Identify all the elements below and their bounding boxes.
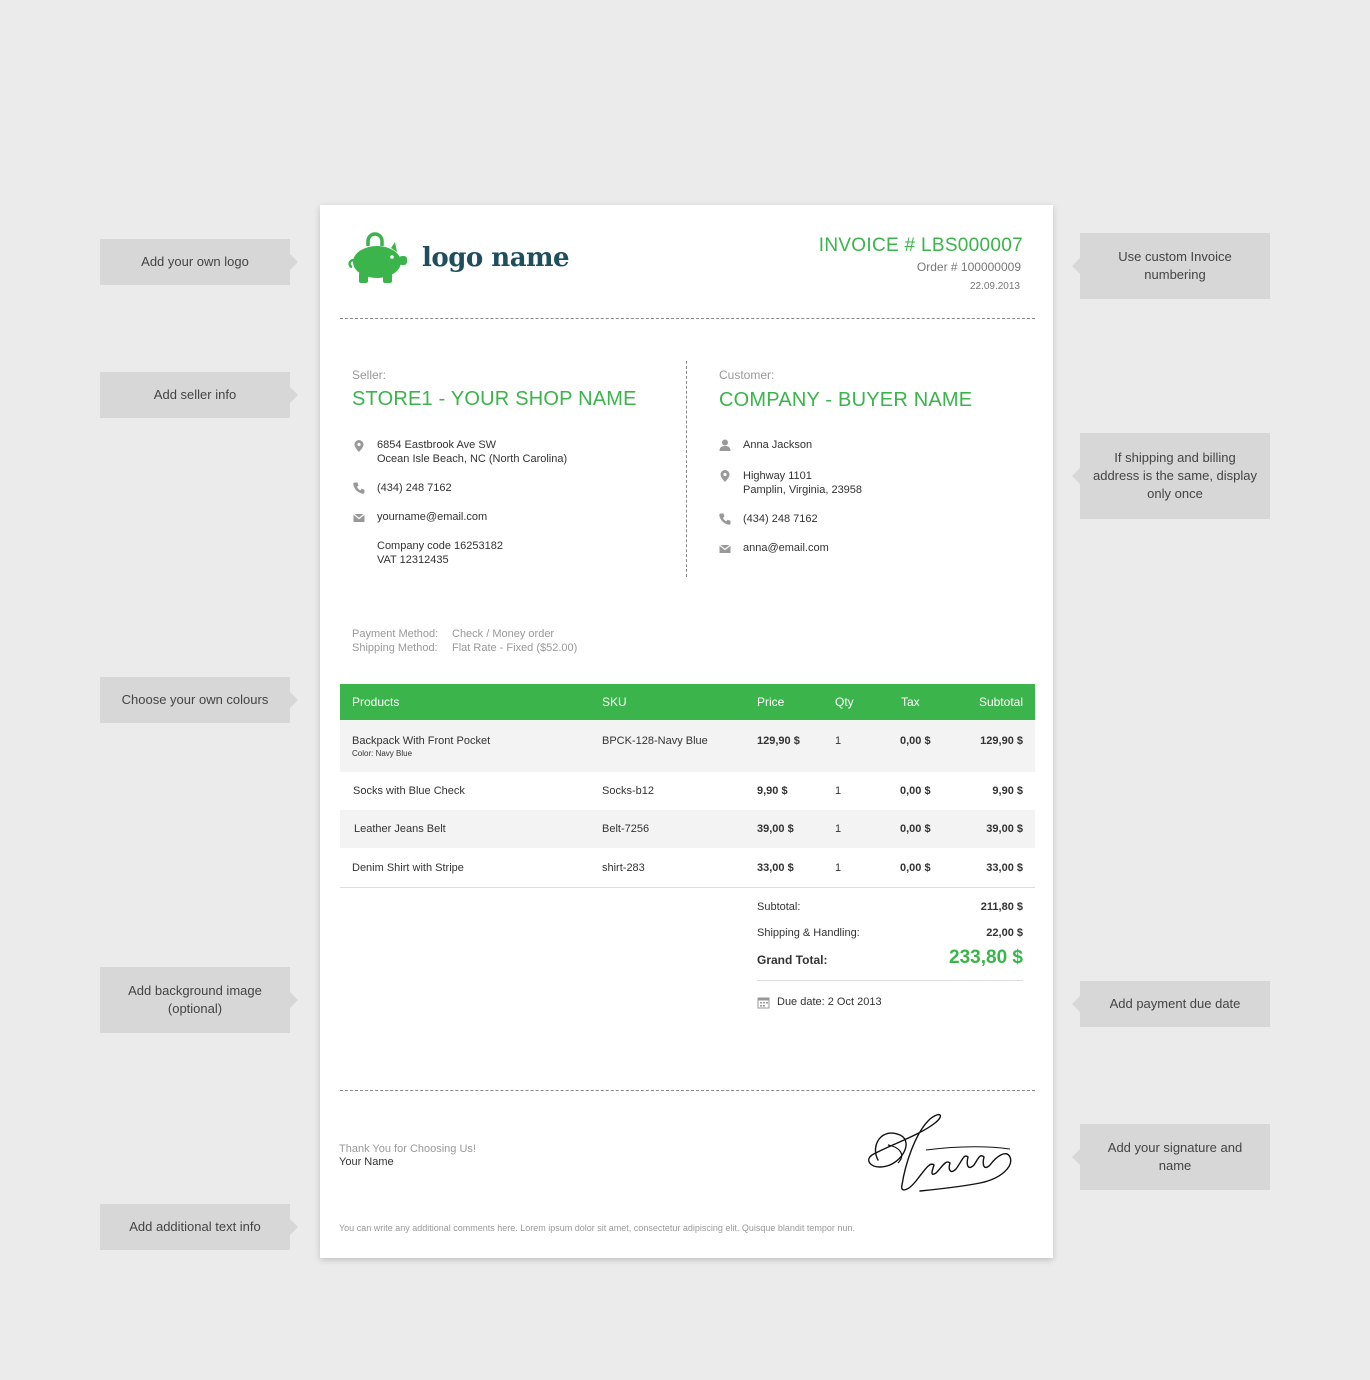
- row-sku: Socks-b12: [602, 785, 654, 797]
- row-qty: 1: [835, 862, 842, 874]
- shipping-method-label: Shipping Method:: [352, 642, 438, 654]
- table-row: [340, 810, 1035, 848]
- callout-seller: Add seller info: [100, 372, 290, 418]
- order-number: Order # 100000009: [916, 260, 1021, 274]
- header-tax: Tax: [901, 695, 920, 709]
- calendar-icon: [757, 996, 770, 1009]
- row-product-note: Color: Navy Blue: [352, 749, 413, 758]
- seller-address-line1: 6854 Eastbrook Ave SW: [377, 439, 497, 451]
- row-product: Leather Jeans Belt: [354, 823, 446, 835]
- invoice-date: 22.09.2013: [969, 281, 1020, 292]
- header-products: Products: [352, 695, 400, 709]
- subtotal-value: 211,80 $: [980, 901, 1023, 913]
- grand-total-value: 233,80 $: [949, 947, 1023, 968]
- phone-icon: [352, 481, 366, 495]
- shipping-method-value: Flat Rate - Fixed ($52.00): [452, 642, 578, 654]
- callout-text: Add additional text info: [100, 1204, 290, 1250]
- logo-name: logo name: [422, 243, 570, 273]
- callout-numbering: Use custom Invoice numbering: [1080, 233, 1270, 299]
- row-subtotal: 9,90 $: [992, 785, 1023, 797]
- row-tax: 0,00 $: [900, 823, 931, 835]
- payment-method-value: Check / Money order: [452, 628, 555, 640]
- signature: [860, 1105, 1030, 1197]
- row-sku: BPCK-128-Navy Blue: [602, 735, 708, 747]
- payment-method-label: Payment Method:: [352, 628, 439, 640]
- row-price: 39,00 $: [757, 823, 794, 835]
- invoice-number: INVOICE # LBS000007: [818, 235, 1023, 256]
- totals-divider: [757, 980, 1023, 981]
- customer-address-line1: Highway 1101: [743, 470, 812, 482]
- row-price: 129,90 $: [757, 735, 800, 747]
- callout-due: Add payment due date: [1080, 981, 1270, 1027]
- row-sku: Belt-7256: [602, 823, 650, 835]
- seller-name: STORE1 - YOUR SHOP NAME: [352, 388, 637, 410]
- signer-name: Your Name: [339, 1156, 394, 1168]
- customer-name: COMPANY - BUYER NAME: [719, 389, 973, 411]
- seller-email: yourname@email.com: [377, 511, 488, 523]
- header-price: Price: [757, 695, 785, 709]
- customer-phone: (434) 248 7162: [743, 513, 818, 525]
- row-subtotal: 33,00 $: [986, 862, 1023, 874]
- customer-email: anna@email.com: [743, 542, 829, 554]
- row-subtotal: 39,00 $: [986, 823, 1023, 835]
- thank-you-text: Thank You for Choosing Us!: [339, 1143, 476, 1155]
- location-pin-icon: [718, 469, 732, 483]
- row-qty: 1: [835, 735, 842, 747]
- additional-comments: You can write any additional comments here. Lorem ipsum dolor sit amet, consectetur adipiscing elit. Quisque blandit tempor nun.: [339, 1223, 855, 1233]
- seller-address-line2: Ocean Isle Beach, NC (North Carolina): [377, 453, 568, 465]
- seller-label: Seller:: [352, 368, 387, 382]
- row-tax: 0,00 $: [900, 862, 931, 874]
- customer-address-line2: Pamplin, Virginia, 23958: [743, 484, 863, 496]
- row-product: Socks with Blue Check: [353, 785, 465, 797]
- row-product: Denim Shirt with Stripe: [352, 862, 464, 874]
- customer-label: Customer:: [719, 368, 775, 382]
- row-product: Backpack With Front Pocket: [352, 735, 491, 747]
- row-qty: 1: [835, 785, 842, 797]
- mail-icon: [718, 542, 732, 556]
- row-subtotal: 129,90 $: [980, 735, 1023, 747]
- header-subtotal: Subtotal: [978, 695, 1023, 709]
- subtotal-label: Subtotal:: [757, 901, 801, 913]
- header-sku: SKU: [602, 695, 627, 709]
- table-row: [340, 720, 1035, 772]
- callout-background: Add background image (optional): [100, 967, 290, 1033]
- table-row: [340, 772, 1035, 810]
- shipping-handling-value: 22,00 $: [986, 927, 1023, 939]
- callout-logo: Add your own logo: [100, 239, 290, 285]
- location-pin-icon: [352, 439, 366, 453]
- callout-colours: Choose your own colours: [100, 677, 290, 723]
- table-row: [340, 848, 1035, 888]
- shipping-handling-label: Shipping & Handling:: [757, 927, 860, 939]
- row-price: 33,00 $: [757, 862, 794, 874]
- mail-icon: [352, 511, 366, 525]
- callout-signature: Add your signature and name: [1080, 1124, 1270, 1190]
- phone-icon: [718, 512, 732, 526]
- seller-phone: (434) 248 7162: [377, 482, 452, 494]
- row-tax: 0,00 $: [900, 735, 931, 747]
- table-header: [340, 684, 1035, 720]
- invoice-paper: [320, 205, 1053, 1258]
- callout-shipping: If shipping and billing address is the same, display only once: [1080, 433, 1270, 519]
- grand-total-label: Grand Total:: [757, 953, 828, 967]
- person-icon: [718, 438, 732, 452]
- party-divider: [686, 361, 687, 577]
- seller-company-code: Company code 16253182: [377, 540, 503, 552]
- due-date: Due date: 2 Oct 2013: [777, 996, 882, 1008]
- customer-person: Anna Jackson: [743, 439, 813, 451]
- seller-vat: VAT 12312435: [377, 554, 449, 566]
- row-tax: 0,00 $: [900, 785, 931, 797]
- row-sku: shirt-283: [602, 862, 645, 874]
- footer-divider: [340, 1090, 1035, 1091]
- piggy-bank-icon: [347, 232, 409, 284]
- header-qty: Qty: [835, 695, 854, 709]
- row-price: 9,90 $: [757, 785, 788, 797]
- row-qty: 1: [835, 823, 842, 835]
- header-divider: [340, 318, 1035, 319]
